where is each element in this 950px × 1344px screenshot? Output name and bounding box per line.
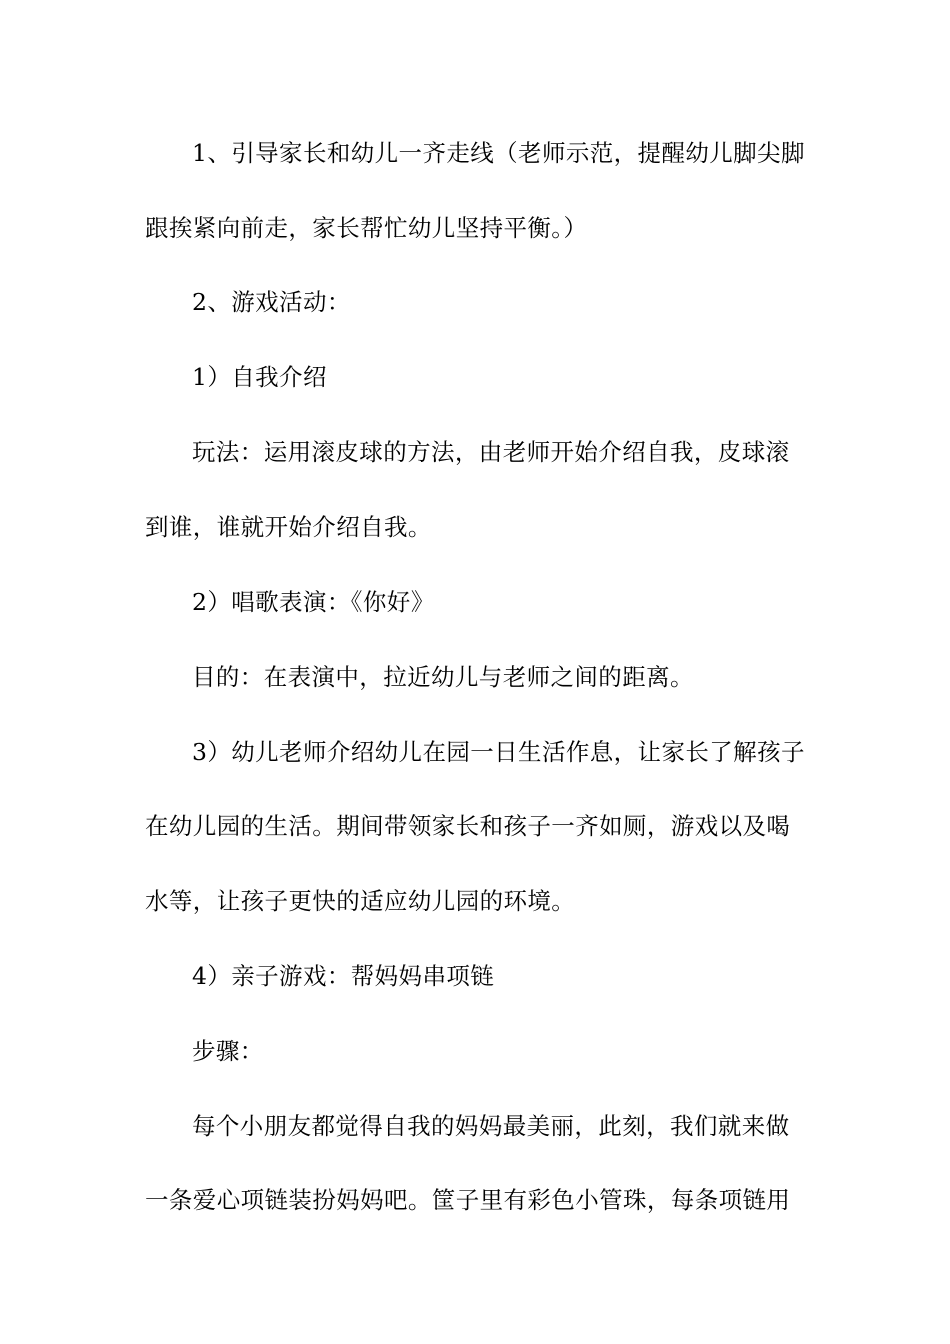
text-line: 在幼儿园的生活。期间带领家长和孩子一齐如厕，游戏以及喝 <box>145 812 791 840</box>
text-line: 水等，让孩子更快的适应幼儿园的环境。 <box>145 887 576 915</box>
text-line: 4）亲子游戏：帮妈妈串项链 <box>192 962 495 990</box>
text-line: 每个小朋友都觉得自我的妈妈最美丽，此刻，我们就来做 <box>192 1112 790 1140</box>
text-line: 玩法：运用滚皮球的方法，由老师开始介绍自我，皮球滚 <box>192 438 790 466</box>
text-line: 2、游戏活动： <box>192 288 351 316</box>
text-line: 3）幼儿老师介绍幼儿在园一日生活作息，让家长了解孩子 <box>192 738 805 766</box>
text-line: 1）自我介绍 <box>192 363 327 391</box>
text-line: 2）唱歌表演：《你好》 <box>192 588 435 616</box>
text-line: 步骤： <box>192 1037 264 1065</box>
text-line: 1、引导家长和幼儿一齐走线（老师示范，提醒幼儿脚尖脚 <box>192 139 805 167</box>
text-line: 目的：在表演中，拉近幼儿与老师之间的距离。 <box>192 663 694 691</box>
text-line: 一条爱心项链装扮妈妈吧。筐子里有彩色小管珠，每条项链用 <box>145 1186 791 1214</box>
text-line: 到谁，谁就开始介绍自我。 <box>145 513 432 541</box>
text-line: 跟挨紧向前走，家长帮忙幼儿坚持平衡。） <box>145 214 588 242</box>
